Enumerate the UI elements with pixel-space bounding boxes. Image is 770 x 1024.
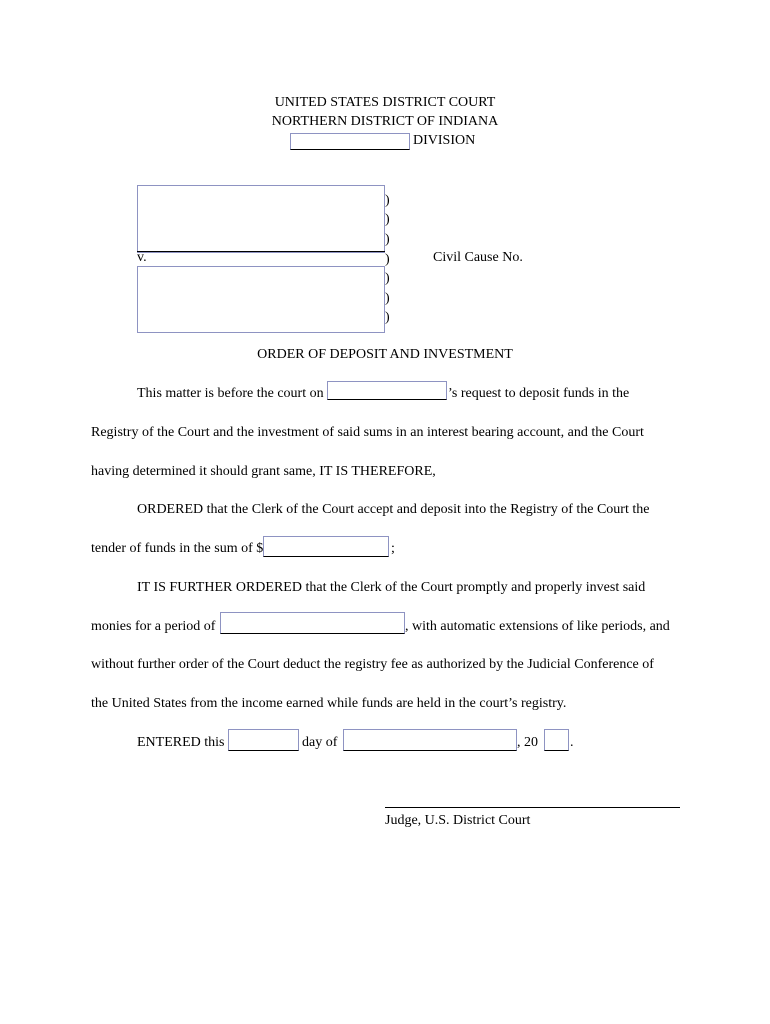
body-text: , with automatic extensions of like periods, and: [405, 619, 670, 634]
body-text: IT IS FURTHER ORDERED that the Clerk of the Court promptly and properly invest said: [137, 580, 646, 595]
body-text: the United States from the income earned while funds are held in the court’s registry.: [91, 696, 567, 711]
period-mark: .: [570, 735, 574, 750]
year-prefix-label: , 20: [517, 735, 538, 750]
court-name: UNITED STATES DISTRICT COURT: [274, 95, 496, 110]
division-label: DIVISION: [413, 133, 476, 148]
caption-paren: ): [385, 232, 390, 247]
body-text: ’s request to deposit funds in the: [448, 386, 630, 401]
body-text: having determined it should grant same, IT IS THEREFORE,: [91, 464, 436, 479]
entered-month-input[interactable]: [343, 729, 517, 751]
versus-label: v.: [137, 250, 147, 265]
judge-signature-label: Judge, U.S. District Court: [385, 813, 531, 828]
caption-paren: ): [385, 291, 390, 306]
entered-year-input[interactable]: [544, 729, 569, 751]
requesting-party-input[interactable]: [327, 381, 447, 400]
deposit-amount-input[interactable]: [263, 536, 389, 557]
caption-paren: ): [385, 310, 390, 325]
entered-label: ENTERED this: [137, 735, 225, 750]
signature-line: [385, 807, 680, 808]
entered-day-input[interactable]: [228, 729, 299, 751]
body-text: ;: [391, 541, 395, 556]
defendant-input[interactable]: [137, 266, 385, 333]
body-text: ORDERED that the Clerk of the Court accept and deposit into the Registry of the Court the: [137, 502, 650, 517]
body-text: tender of funds in the sum of $: [91, 541, 264, 556]
district-name: NORTHERN DISTRICT OF INDIANA: [271, 114, 499, 129]
plaintiff-input[interactable]: [137, 185, 385, 253]
caption-paren: ): [385, 212, 390, 227]
body-text: Registry of the Court and the investment of said sums in an interest bearing account, and the Court: [91, 425, 644, 440]
civil-cause-label: Civil Cause No.: [433, 250, 523, 265]
body-text: monies for a period of: [91, 619, 216, 634]
division-input[interactable]: [290, 133, 410, 150]
caption-paren: ): [385, 252, 390, 267]
body-text: This matter is before the court on: [137, 386, 324, 401]
caption-paren: ): [385, 271, 390, 286]
order-title: ORDER OF DEPOSIT AND INVESTMENT: [257, 347, 513, 362]
caption-paren: ): [385, 193, 390, 208]
body-text: without further order of the Court deduct the registry fee as authorized by the Judicial Conference of: [91, 657, 654, 672]
caption-divider: [137, 251, 385, 252]
investment-period-input[interactable]: [220, 612, 405, 634]
day-of-label: day of: [302, 735, 338, 750]
